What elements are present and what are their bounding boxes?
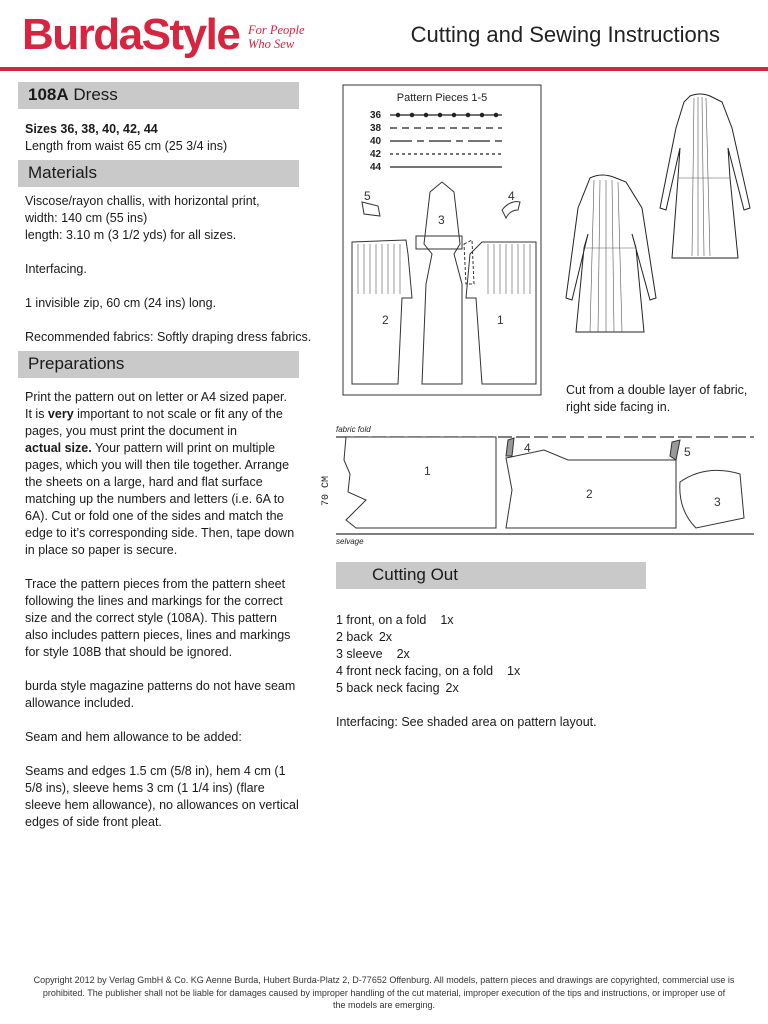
model-length: Length from waist 65 cm (25 3/4 ins)	[25, 139, 228, 153]
tagline-line-2: Who Sew	[248, 37, 295, 51]
prep-line: also includes pattern pieces, lines and markings	[25, 628, 291, 642]
materials-fabric-3: length: 3.10 m (3 1/2 yds) for all sizes.	[25, 228, 237, 242]
piece-label-5: 5	[364, 189, 371, 203]
dress-illustration	[560, 88, 760, 343]
materials-interfacing: Interfacing.	[25, 262, 87, 276]
piece-label-1: 1	[497, 313, 504, 327]
pattern-sheet-title: Pattern Pieces 1-5	[396, 92, 488, 104]
prep-line: sleeve hem allowance), no allowances on vertical	[25, 798, 299, 812]
materials-fabric-2: width: 140 cm (55 ins)	[25, 211, 148, 225]
piece-label-3: 3	[438, 213, 445, 227]
cutting-item: 4 front neck facing, on a fold 1x	[336, 664, 521, 678]
cutting-item: 2 back 2x	[336, 630, 393, 644]
size-44-label: 44	[370, 162, 382, 173]
prep-line: pages, which you will then tile together. Arrange	[25, 458, 290, 472]
prep-line: for style 108B that should be ignored.	[25, 645, 233, 659]
preparations-heading-text: Preparations	[28, 354, 125, 373]
layout-piece-4: 4	[524, 441, 531, 455]
footer-line-1: Copyright 2012 by Verlag GmbH & Co. KG Aenne Burda, Hubert Burda-Platz 2, D-77652 Offenburg. All models, pattern pieces and drawings are copyrighted, commercial use is	[33, 975, 735, 985]
interfacing-note: Interfacing: See shaded area on pattern layout.	[336, 715, 597, 729]
brand-logo: BurdaStyle	[22, 10, 240, 59]
model-name: Dress	[73, 85, 118, 104]
size-38-label: 38	[370, 123, 382, 134]
materials-text	[25, 193, 311, 346]
layout-caption-line-2: right side facing in.	[566, 400, 671, 414]
piece-label-4: 4	[508, 189, 515, 203]
cutting-out-heading-text: Cutting Out	[372, 565, 458, 584]
preparations-heading	[18, 351, 299, 378]
model-sizes: Sizes 36, 38, 40, 42, 44	[25, 122, 158, 136]
prep-line: Print the pattern out on letter or A4 sized paper.	[25, 390, 287, 404]
model-heading	[18, 82, 299, 109]
layout-piece-3: 3	[714, 495, 721, 509]
fabric-fold-label: fabric fold	[336, 425, 371, 434]
prep-line: 5/8 ins), sleeve hems 3 cm (1 1/4 ins) (flare	[25, 781, 265, 795]
footer-line-3: the models are emerging.	[332, 1000, 436, 1010]
cutting-item: 1 front, on a fold 1x	[336, 613, 454, 627]
prep-line: in place so paper is secure.	[25, 543, 178, 557]
brand-tagline	[248, 23, 305, 51]
materials-fabric-1: Viscose/rayon challis, with horizontal print,	[25, 194, 260, 208]
preparations-text	[25, 389, 299, 831]
prep-line: following the lines and markings for the correct	[25, 594, 283, 608]
prep-line: 6A). Cut or fold one of the sides and match the	[25, 509, 284, 523]
prep-line: burda style magazine patterns do not have seam	[25, 679, 296, 693]
model-number: 108A	[28, 85, 69, 104]
prep-line: matching up the numbers and letters (i.e. 6A to	[25, 492, 285, 506]
layout-piece-5: 5	[684, 445, 691, 459]
tagline-line-1: For People	[248, 23, 305, 37]
cutting-item: 5 back neck facing 2x	[336, 681, 459, 695]
prep-line: actual size. Your pattern will print on multiple	[25, 441, 276, 455]
cutting-out-heading	[336, 562, 646, 589]
prep-line: It is very important to not scale or fit any of the	[25, 407, 283, 421]
prep-line: Seams and edges 1.5 cm (5/8 in), hem 4 cm (1	[25, 764, 286, 778]
prep-line: Trace the pattern pieces from the pattern sheet	[25, 577, 286, 591]
header-divider	[0, 67, 768, 71]
size-36-label: 36	[370, 110, 382, 121]
size-42-label: 42	[370, 149, 382, 160]
materials-recommended: Recommended fabrics: Softly draping dress fabrics.	[25, 330, 312, 344]
prep-line: Seam and hem allowance to be added:	[25, 730, 242, 744]
prep-line: the sheets on a large, hard and flat surface	[25, 475, 263, 489]
page-header	[0, 0, 768, 72]
materials-zip: 1 invisible zip, 60 cm (24 ins) long.	[25, 296, 217, 310]
prep-line: edges of side front pleat.	[25, 815, 162, 829]
copyright-footer	[18, 974, 750, 1012]
prep-line: pages, you must print the document in	[25, 424, 237, 438]
layout-caption-line-1: Cut from a double layer of fabric,	[566, 383, 748, 397]
selvage-label: selvage	[336, 537, 364, 546]
cutting-list	[336, 612, 597, 731]
prep-line: size and the correct style (108A). This pattern	[25, 611, 277, 625]
layout-piece-2: 2	[586, 487, 593, 501]
cutting-item: 3 sleeve 2x	[336, 647, 410, 661]
footer-line-2: prohibited. The publisher shall not be liable for damages caused by improper handling of the cut material, improper execution of the tips and instructions, or improper use of	[42, 987, 726, 998]
width-label: 70 CM	[321, 475, 332, 506]
piece-label-2: 2	[382, 313, 389, 327]
document-title: Cutting and Sewing Instructions	[410, 22, 720, 47]
prep-line: allowance included.	[25, 696, 135, 710]
pattern-sheet-diagram	[342, 84, 542, 396]
layout-piece-1: 1	[424, 464, 431, 478]
materials-heading-text: Materials	[28, 163, 97, 182]
cutting-layout-diagram	[316, 420, 760, 548]
model-info	[25, 121, 227, 155]
materials-heading	[18, 160, 299, 187]
layout-caption	[566, 382, 747, 416]
size-40-label: 40	[370, 136, 382, 147]
prep-line: edge to it’s corresponding side. Then, tape down	[25, 526, 295, 540]
